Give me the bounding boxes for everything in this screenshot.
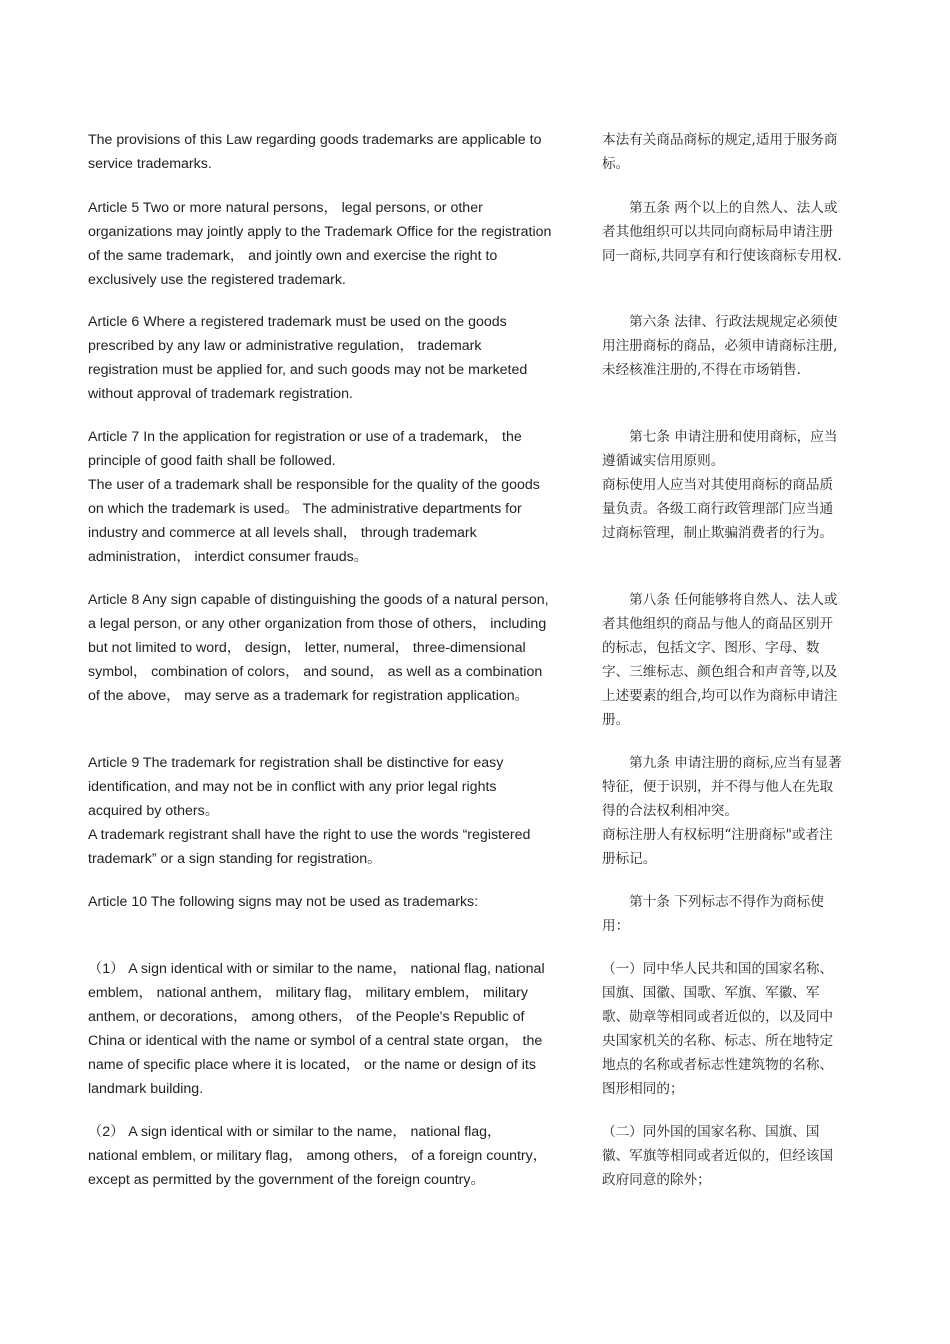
text-line: emblem， national anthem， military flag， military emblem， military bbox=[88, 985, 528, 1001]
text-line: 第九条 申请注册的商标,应当有显著 bbox=[602, 755, 842, 771]
article-5-chinese-paragraph bbox=[602, 196, 864, 268]
text-line: 商标使用人应当对其使用商标的商品质 bbox=[602, 477, 834, 493]
text-line: 第五条 两个以上的自然人、法人或 bbox=[602, 200, 838, 216]
text-line: prescribed by any law or administrative regulation， trademark bbox=[88, 338, 482, 354]
text-line: （1） A sign identical with or similar to the name， national flag, national bbox=[88, 961, 545, 977]
text-line: exclusively use the registered trademark. bbox=[88, 272, 346, 288]
article-8-english-paragraph bbox=[88, 588, 568, 708]
text-line: A trademark registrant shall have the right to use the words “registered bbox=[88, 827, 531, 843]
text-line: 第八条 任何能够将自然人、法人或 bbox=[602, 592, 838, 608]
article-5-english-paragraph bbox=[88, 196, 568, 292]
article-10-english-paragraph bbox=[88, 890, 568, 914]
text-line: 得的合法权利相冲突。 bbox=[602, 803, 738, 819]
text-line: 国旗、国徽、国歌、军旗、军徽、军 bbox=[602, 985, 820, 1001]
text-line: 者其他组织可以共同向商标局申请注册 bbox=[602, 224, 834, 240]
text-line: 遵循诚实信用原则。 bbox=[602, 453, 725, 469]
text-line: but not limited to word， design， letter, numeral， three-dimensional bbox=[88, 640, 526, 656]
text-line: Article 6 Where a registered trademark must be used on the goods bbox=[88, 314, 507, 330]
text-line: principle of good faith shall be followed. bbox=[88, 453, 336, 469]
text-line: 用注册商标的商品，必须申请商标注册, bbox=[602, 338, 838, 354]
item-1-english-paragraph bbox=[88, 957, 568, 1101]
text-line: 本法有关商品商标的规定,适用于服务商 bbox=[602, 132, 838, 148]
text-line: Article 7 In the application for registration or use of a trademark， the bbox=[88, 429, 522, 445]
text-line: The user of a trademark shall be responsible for the quality of the goods bbox=[88, 477, 540, 493]
text-line: Article 9 The trademark for registration shall be distinctive for easy bbox=[88, 755, 504, 771]
text-line: except as permitted by the government of the foreign country。 bbox=[88, 1172, 485, 1188]
text-line: 字、三维标志、颜色组合和声音等,以及 bbox=[602, 664, 838, 680]
text-line: 用： bbox=[602, 918, 630, 934]
text-line: 地点的名称或者标志性建筑物的名称、 bbox=[602, 1057, 834, 1073]
text-line: anthem, or decorations， among others， of the People's Republic of bbox=[88, 1009, 525, 1025]
text-line: 的标志，包括文字、图形、字母、数 bbox=[602, 640, 820, 656]
text-line: Article 10 The following signs may not be used as trademarks: bbox=[88, 894, 479, 910]
text-line: 者其他组织的商品与他人的商品区别开 bbox=[602, 616, 834, 632]
intro-english-paragraph bbox=[88, 128, 568, 176]
text-line: on which the trademark is used。 The administrative departments for bbox=[88, 501, 522, 517]
text-line: trademark” or a sign standing for registration。 bbox=[88, 851, 382, 867]
text-line: 政府同意的除外； bbox=[602, 1172, 711, 1188]
article-9-chinese-paragraph bbox=[602, 751, 864, 871]
text-line: service trademarks. bbox=[88, 156, 212, 172]
article-6-chinese-paragraph bbox=[602, 310, 864, 382]
text-line: The provisions of this Law regarding goods trademarks are applicable to bbox=[88, 132, 542, 148]
text-line: Article 5 Two or more natural persons， legal persons, or other bbox=[88, 200, 483, 216]
text-line: （一）同中华人民共和国的国家名称、 bbox=[602, 961, 834, 977]
text-line: 册。 bbox=[602, 712, 630, 728]
text-line: administration， interdict consumer frauds。 bbox=[88, 549, 368, 565]
text-line: identification, and may not be in conflict with any prior legal rights bbox=[88, 779, 497, 795]
text-line: 标。 bbox=[602, 156, 630, 172]
text-line: industry and commerce at all levels shall， through trademark bbox=[88, 525, 477, 541]
text-line: organizations may jointly apply to the Trademark Office for the registration bbox=[88, 224, 552, 240]
text-line: 第六条 法律、行政法规规定必须使 bbox=[602, 314, 838, 330]
text-line: 上述要素的组合,均可以作为商标申请注 bbox=[602, 688, 838, 704]
article-8-chinese-paragraph bbox=[602, 588, 864, 732]
article-7-chinese-paragraph bbox=[602, 425, 864, 545]
text-line: 商标注册人有权标明“注册商标"或者注 bbox=[602, 827, 833, 843]
text-line: 同一商标,共同享有和行使该商标专用权. bbox=[602, 248, 842, 264]
text-line: name of specific place where it is located， or the name or design of its bbox=[88, 1057, 536, 1073]
article-9-english-paragraph bbox=[88, 751, 568, 871]
text-line: 第十条 下列标志不得作为商标使 bbox=[602, 894, 824, 910]
item-2-chinese-paragraph bbox=[602, 1120, 864, 1192]
text-line: 量负责。各级工商行政管理部门应当通 bbox=[602, 501, 834, 517]
article-6-english-paragraph bbox=[88, 310, 568, 406]
intro-chinese-paragraph bbox=[602, 128, 864, 176]
text-line: 歌、勋章等相同或者近似的，以及同中 bbox=[602, 1009, 834, 1025]
text-line: without approval of trademark registration. bbox=[88, 386, 353, 402]
text-line: 第七条 申请注册和使用商标，应当 bbox=[602, 429, 838, 445]
article-7-english-paragraph bbox=[88, 425, 568, 569]
text-line: 册标记。 bbox=[602, 851, 657, 867]
item-2-english-paragraph bbox=[88, 1120, 568, 1192]
text-line: Article 8 Any sign capable of distinguishing the goods of a natural person, bbox=[88, 592, 549, 608]
text-line: 未经核准注册的,不得在市场销售. bbox=[602, 362, 801, 378]
article-10-chinese-paragraph bbox=[602, 890, 864, 938]
text-line: 徽、军旗等相同或者近似的，但经该国 bbox=[602, 1148, 834, 1164]
text-line: China or identical with the name or symbol of a central state organ， the bbox=[88, 1033, 543, 1049]
text-line: symbol， combination of colors， and sound， as well as a combination bbox=[88, 664, 543, 680]
text-line: 过商标管理，制止欺骗消费者的行为。 bbox=[602, 525, 834, 541]
text-line: （2） A sign identical with or similar to the name， national flag， bbox=[88, 1124, 502, 1140]
text-line: acquired by others。 bbox=[88, 803, 219, 819]
text-line: landmark building. bbox=[88, 1081, 204, 1097]
text-line: （二）同外国的国家名称、国旗、国 bbox=[602, 1124, 820, 1140]
text-line: national emblem, or military flag， among others， of a foreign country， bbox=[88, 1148, 547, 1164]
text-line: a legal person, or any other organization from those of others， including bbox=[88, 616, 547, 632]
text-line: 央国家机关的名称、标志、所在地特定 bbox=[602, 1033, 834, 1049]
text-line: 特征，便于识别，并不得与他人在先取 bbox=[602, 779, 834, 795]
text-line: registration must be applied for, and such goods may not be marketed bbox=[88, 362, 528, 378]
text-line: of the same trademark， and jointly own and exercise the right to bbox=[88, 248, 498, 264]
text-line: of the above， may serve as a trademark for registration application。 bbox=[88, 688, 529, 704]
text-line: 图形相同的； bbox=[602, 1081, 684, 1097]
item-1-chinese-paragraph bbox=[602, 957, 864, 1101]
